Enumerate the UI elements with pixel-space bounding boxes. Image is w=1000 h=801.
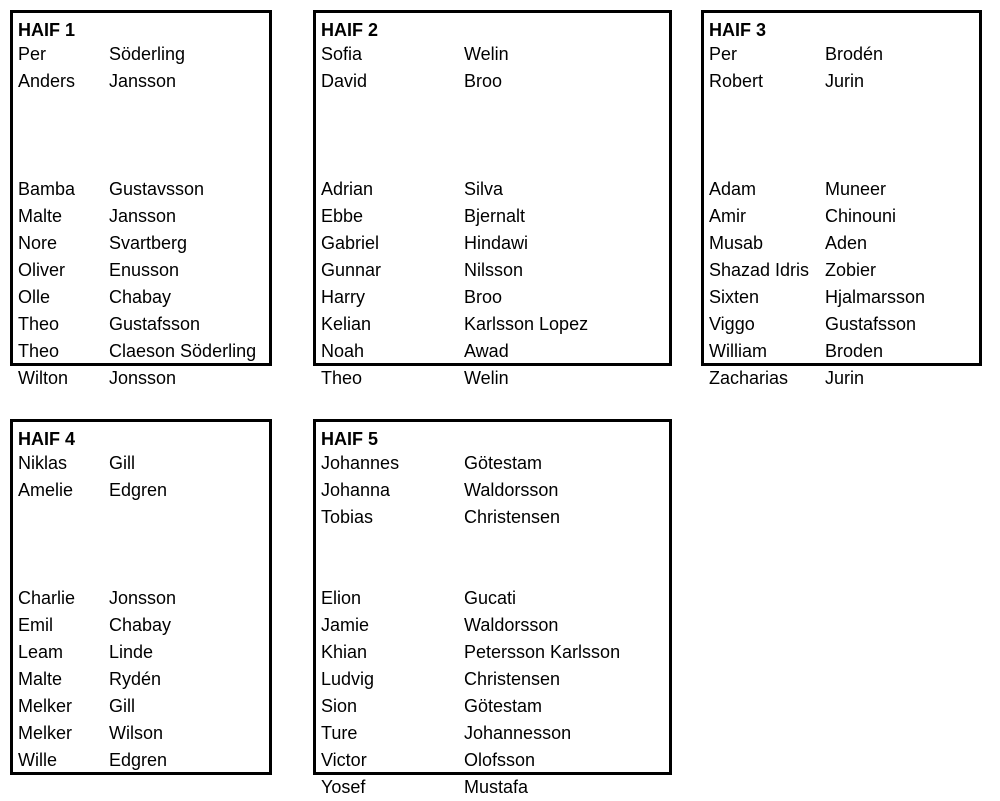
last-name: Welin <box>464 368 509 388</box>
last-name: Wilson <box>109 723 164 743</box>
first-name: Malte <box>18 669 63 689</box>
last-name: Jansson <box>109 206 177 226</box>
last-name: Jurin <box>825 71 865 91</box>
player-row <box>13 338 269 365</box>
last-name: Bjernalt <box>464 206 526 226</box>
player-row <box>704 257 979 284</box>
first-name: Theo <box>18 341 60 361</box>
first-name: Amir <box>709 206 746 226</box>
player-row <box>316 774 669 801</box>
player-row <box>316 257 669 284</box>
first-name: Shazad Idris <box>709 260 810 280</box>
last-name: Waldorsson <box>464 480 559 500</box>
last-name: Enusson <box>109 260 180 280</box>
last-name: Gucati <box>464 588 517 608</box>
first-name: Per <box>709 44 738 64</box>
last-name: Gill <box>109 696 135 716</box>
first-name: Ture <box>321 723 358 743</box>
leader-row <box>316 68 669 95</box>
last-name: Gustafsson <box>825 314 917 334</box>
last-name: Petersson Karlsson <box>464 642 621 662</box>
player-row <box>704 338 979 365</box>
first-name: Ebbe <box>321 206 364 226</box>
last-name: Karlsson Lopez <box>464 314 589 334</box>
team-title: HAIF 1 <box>18 20 76 40</box>
last-name: Gustafsson <box>109 314 201 334</box>
first-name: Noah <box>321 341 365 361</box>
last-name: Silva <box>464 179 504 199</box>
first-name: Khian <box>321 642 368 662</box>
first-name: Anders <box>18 71 76 91</box>
first-name: Sofia <box>321 44 363 64</box>
player-row <box>13 720 269 747</box>
last-name: Claeson Söderling <box>109 341 257 361</box>
last-name: Johannesson <box>464 723 572 743</box>
first-name: Sion <box>321 696 358 716</box>
first-name: David <box>321 71 368 91</box>
player-row <box>704 284 979 311</box>
first-name: Robert <box>709 71 764 91</box>
player-row <box>13 230 269 257</box>
last-name: Brodén <box>825 44 884 64</box>
last-name: Linde <box>109 642 154 662</box>
last-name: Chinouni <box>825 206 897 226</box>
last-name: Jansson <box>109 71 177 91</box>
first-name: Johanna <box>321 480 391 500</box>
last-name: Gustavsson <box>109 179 205 199</box>
first-name: Adam <box>709 179 757 199</box>
team-title: HAIF 3 <box>709 20 767 40</box>
team-title: HAIF 5 <box>321 429 379 449</box>
leader-row <box>13 41 269 68</box>
first-name: Ludvig <box>321 669 375 689</box>
last-name: Aden <box>825 233 868 253</box>
last-name: Zobier <box>825 260 877 280</box>
first-name: Theo <box>321 368 363 388</box>
leader-row <box>316 450 669 477</box>
first-name: Harry <box>321 287 365 307</box>
player-row <box>316 693 669 720</box>
player-row <box>13 747 269 774</box>
player-row <box>13 176 269 203</box>
first-name: Wilton <box>18 368 69 388</box>
player-row <box>704 311 979 338</box>
first-name: Charlie <box>18 588 76 608</box>
player-row <box>316 720 669 747</box>
last-name: Broo <box>464 71 503 91</box>
player-row <box>316 284 669 311</box>
leader-row <box>316 504 669 531</box>
player-row <box>316 612 669 639</box>
last-name: Edgren <box>109 750 168 770</box>
first-name: Gabriel <box>321 233 380 253</box>
first-name: Elion <box>321 588 362 608</box>
last-name: Nilsson <box>464 260 524 280</box>
leader-row <box>704 41 979 68</box>
first-name: Nore <box>18 233 58 253</box>
last-name: Jurin <box>825 368 865 388</box>
player-row <box>704 365 979 392</box>
player-row <box>704 203 979 230</box>
last-name: Svartberg <box>109 233 188 253</box>
player-row <box>13 284 269 311</box>
leader-row <box>13 68 269 95</box>
first-name: Jamie <box>321 615 370 635</box>
last-name: Muneer <box>825 179 887 199</box>
player-row <box>704 230 979 257</box>
first-name: Musab <box>709 233 764 253</box>
team-box <box>313 419 672 797</box>
last-name: Christensen <box>464 507 561 527</box>
first-name: Per <box>18 44 47 64</box>
player-row <box>316 666 669 693</box>
player-row <box>316 230 669 257</box>
last-name: Chabay <box>109 287 172 307</box>
first-name: Adrian <box>321 179 374 199</box>
first-name: Kelian <box>321 314 372 334</box>
leader-row <box>13 477 269 504</box>
first-name: Tobias <box>321 507 374 527</box>
player-row <box>13 365 269 392</box>
last-name: Jonsson <box>109 368 177 388</box>
player-row <box>13 612 269 639</box>
player-row <box>316 639 669 666</box>
leader-row <box>316 41 669 68</box>
first-name: Amelie <box>18 480 74 500</box>
player-row <box>13 311 269 338</box>
first-name: Wille <box>18 750 57 770</box>
last-name: Awad <box>464 341 509 361</box>
first-name: Malte <box>18 206 63 226</box>
first-name: Yosef <box>321 777 366 797</box>
last-name: Götestam <box>464 696 543 716</box>
first-name: Bamba <box>18 179 76 199</box>
leader-row <box>704 68 979 95</box>
team-title: HAIF 2 <box>321 20 379 40</box>
first-name: Leam <box>18 642 64 662</box>
first-name: Viggo <box>709 314 755 334</box>
first-name: Niklas <box>18 453 68 473</box>
last-name: Gill <box>109 453 135 473</box>
first-name: Gunnar <box>321 260 382 280</box>
first-name: Oliver <box>18 260 66 280</box>
last-name: Hjalmarsson <box>825 287 926 307</box>
last-name: Olofsson <box>464 750 536 770</box>
last-name: Chabay <box>109 615 172 635</box>
last-name: Söderling <box>109 44 186 64</box>
first-name: Melker <box>18 723 73 743</box>
team-box <box>10 10 272 388</box>
leader-row <box>316 477 669 504</box>
player-row <box>13 203 269 230</box>
first-name: Sixten <box>709 287 760 307</box>
first-name: Olle <box>18 287 51 307</box>
first-name: Melker <box>18 696 73 716</box>
last-name: Hindawi <box>464 233 529 253</box>
player-row <box>13 585 269 612</box>
last-name: Broden <box>825 341 884 361</box>
player-row <box>316 176 669 203</box>
last-name: Rydén <box>109 669 162 689</box>
team-title: HAIF 4 <box>18 429 76 449</box>
first-name: William <box>709 341 767 361</box>
player-row <box>13 639 269 666</box>
player-row <box>13 666 269 693</box>
last-name: Götestam <box>464 453 543 473</box>
player-row <box>316 203 669 230</box>
leader-row <box>13 450 269 477</box>
last-name: Waldorsson <box>464 615 559 635</box>
last-name: Christensen <box>464 669 561 689</box>
team-box <box>10 419 272 775</box>
player-row <box>13 257 269 284</box>
player-row <box>13 693 269 720</box>
player-row <box>316 585 669 612</box>
player-row <box>704 176 979 203</box>
first-name: Johannes <box>321 453 400 473</box>
last-name: Mustafa <box>464 777 529 797</box>
player-row <box>316 311 669 338</box>
player-row <box>316 338 669 365</box>
first-name: Emil <box>18 615 53 635</box>
first-name: Victor <box>321 750 367 770</box>
team-box <box>701 10 982 388</box>
last-name: Edgren <box>109 480 168 500</box>
player-row <box>316 747 669 774</box>
last-name: Welin <box>464 44 509 64</box>
last-name: Jonsson <box>109 588 177 608</box>
first-name: Theo <box>18 314 60 334</box>
team-box <box>313 10 672 388</box>
first-name: Zacharias <box>709 368 789 388</box>
player-row <box>316 365 669 392</box>
last-name: Broo <box>464 287 503 307</box>
